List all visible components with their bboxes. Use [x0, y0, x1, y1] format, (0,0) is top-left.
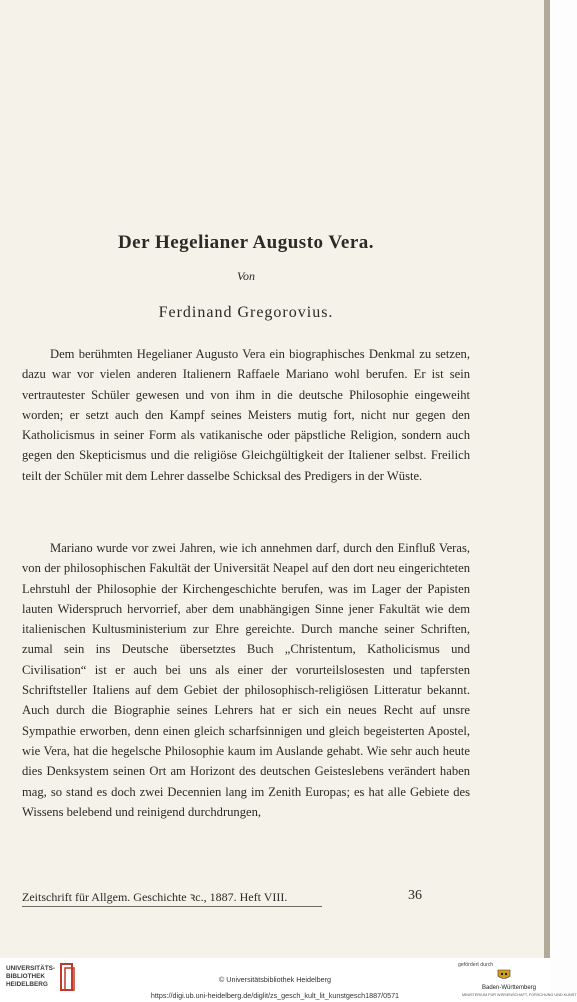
journal-citation: Zeitschrift für Allgem. Geschichte ꝛc., 1887. Heft VIII. [22, 890, 288, 904]
article-byline: Von [237, 269, 255, 283]
permalink-url[interactable]: https://digi.ub.uni-heidelberg.de/diglit/zs_gesch_kult_lit_kunstgesch1887/0571 [150, 991, 400, 1000]
footer-rule [22, 906, 322, 907]
paragraph-1: Dem berühmten Hegelianer Augusto Vera ein biographisches Denkmal zu setzen, dazu war vor vielen anderen Italienern Raffaele Mariano wohl berufen. Er ist sein vertrautester Schüler gewesen und von ihm in die deutsche Philosophie eingeweiht worden; er setzt auch den Kampf seines Meisters mutig fort, nicht nur gegen den Katholicismus in seiner Form als vatikanische oder päpstliche Religion, sondern auch gegen den Skepticismus und die religiöse Gleichgültigkeit der Italiener selbst. Freilich teilt der Schüler mit dem Lehrer dasselbe Schicksal des Predigers in der Wüste. [22, 347, 470, 483]
paragraph-2: Mariano wurde vor zwei Jahren, wie ich annehmen darf, durch den Einfluß Veras, von der philosophischen Fakultät der Universität Neapel auf den dort neu eingerichteten Lehrstuhl der Philosophie der Kirchengeschichte berufen, was im Lager der Papisten lauten Widerspruch hervorrief, aber dem unabhängigen Sinne jener Fakultät wie dem italienischen Kultusministerium zur Ehre gereichte. Durch manche seiner Schriften, zumal sein ins Deutsche übersetztes Buch „Christentum, Katholicismus und Civilisation“ ist er auch bei uns als einer der vorurteilslosesten und tapfersten Schriftsteller Italiens auf dem Gebiet der philosophisch-religiösen Litteratur bekannt. Auch durch die Biographie seines Lehrers hat er sich ein neues Recht auf unsre Sympathie erworben, denn einen gleich scharfsinnigen und gleich begeisterten Apostel, wie Vera, hat die hegelsche Philosophie kaum im Auslande gehabt. Wie sehr auch heute dies Denksystem seinen Ort am Horizont des deutschen Geisteslebens verändert haben mag, so stand es doch zwei Decennien lang im Zenith Europas; es hat alle Gebiete des Wissens belebend und reinigend durchdrungen, [22, 541, 470, 819]
page-number: 36 [408, 888, 422, 903]
library-name-line3: HEIDELBERG [6, 981, 48, 988]
baden-wuerttemberg-crest-icon [497, 969, 511, 981]
article-author: Ferdinand Gregorovius. [158, 304, 334, 321]
funder-ministry: MINISTERIUM FÜR WISSENSCHAFT, FORSCHUNG UND KUNST [462, 993, 577, 997]
funder-name: Baden-Württemberg [481, 985, 537, 991]
library-name-line1: UNIVERSITÄTS- [6, 965, 55, 972]
article-title: Der Hegelianer Augusto Vera. [117, 232, 375, 253]
library-name-line2: BIBLIOTHEK [6, 973, 46, 980]
copyright-notice: © Universitätsbibliothek Heidelberg [219, 975, 331, 984]
funded-by-label: gefördert durch [458, 962, 494, 968]
